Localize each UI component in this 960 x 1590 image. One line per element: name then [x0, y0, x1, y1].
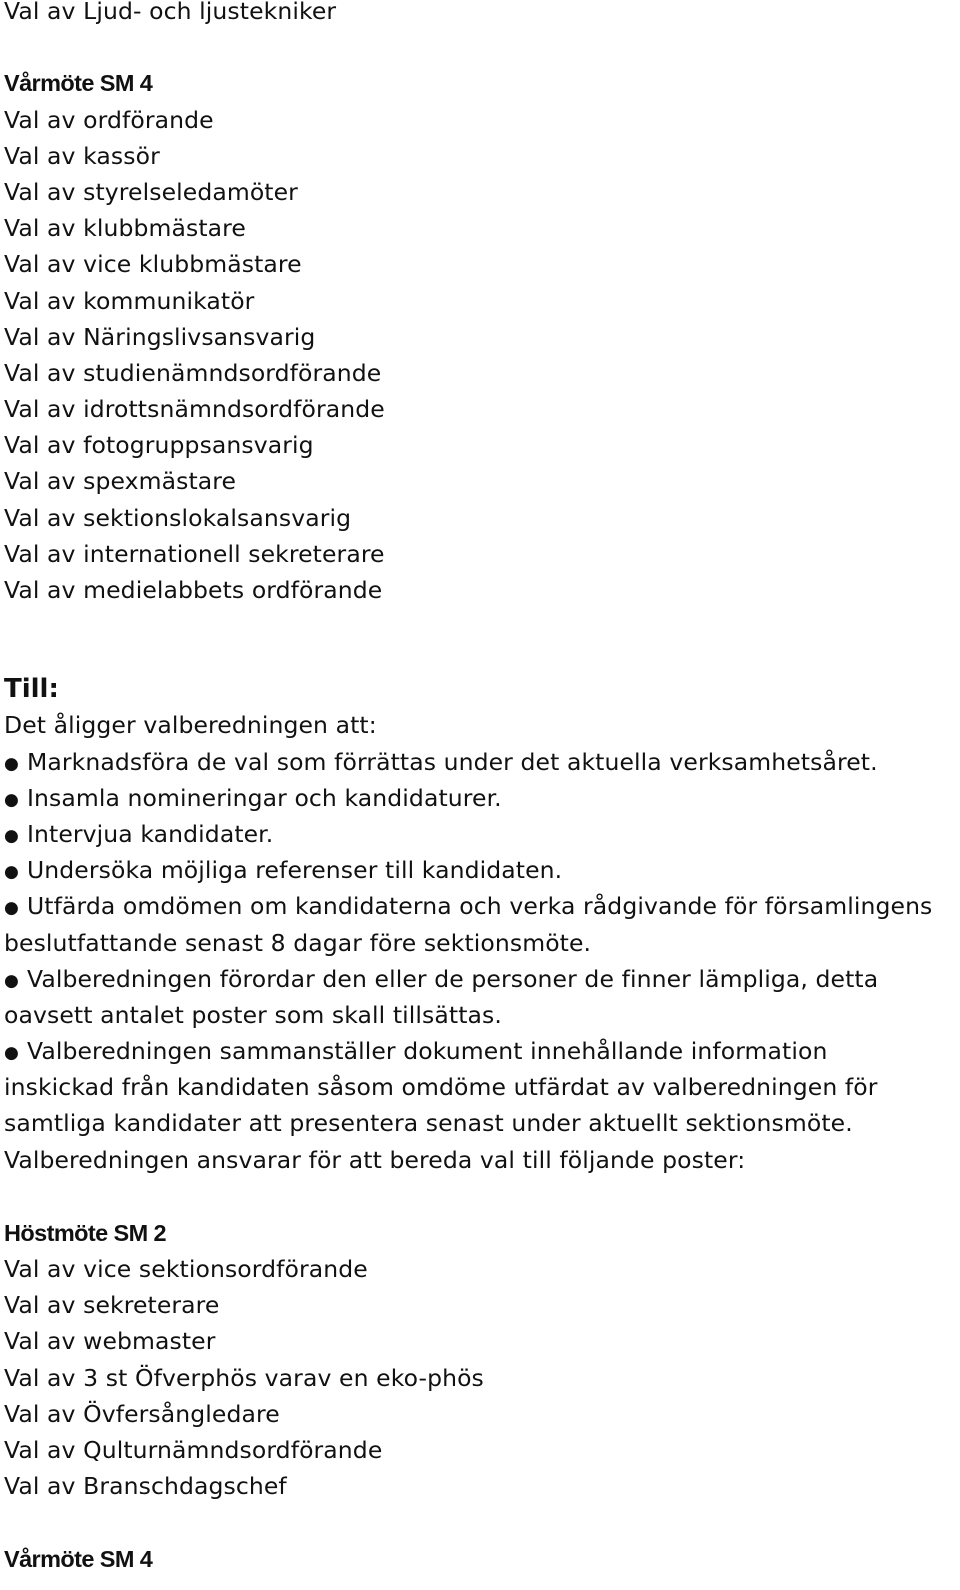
- list-item: Val av Qulturnämndsordförande: [4, 1435, 383, 1464]
- list-item: Val av styrelseledamöter: [4, 177, 298, 206]
- list-item: Val av studienämndsordförande: [4, 358, 382, 387]
- bullet-icon: ●: [4, 898, 19, 919]
- bullet-text: Undersöka möjliga referenser till kandidaten.: [27, 856, 563, 885]
- list-item: Val av medielabbets ordförande: [4, 576, 383, 604]
- bullet-item: [4, 888, 956, 924]
- bullet-item: [4, 852, 956, 888]
- bullet-text: Valberedningen förordar den eller de personer de finner lämpliga, detta: [27, 964, 879, 993]
- closing-text: Valberedningen ansvarar för att bereda val till följande poster:: [4, 1145, 746, 1174]
- bullet-icon: ●: [4, 862, 19, 883]
- list-item: Val av Branschdagschef: [4, 1472, 287, 1501]
- list-item: Val av internationell sekreterare: [4, 539, 385, 568]
- list-item: Val av Näringslivsansvarig: [4, 322, 316, 351]
- hostmote-list: [4, 1251, 956, 1504]
- bullet-icon: ●: [4, 753, 19, 774]
- section-heading-varmote-sm4: Vårmöte SM 4: [4, 70, 153, 97]
- list-item: Val av klubbmästare: [4, 214, 246, 243]
- list-item: Val av kassör: [4, 141, 160, 170]
- list-item: Val av kommunikatör: [4, 286, 255, 315]
- spacer: [4, 608, 956, 671]
- spacer: [4, 1504, 956, 1540]
- duties-list: [4, 744, 956, 1142]
- bullet-text: Marknadsföra de val som förrättas under det aktuella verksamhetsåret.: [27, 747, 878, 776]
- bullet-item: [4, 780, 956, 816]
- bullet-text: Intervjua kandidater.: [27, 819, 274, 848]
- list-item: Val av vice sektionsordförande: [4, 1255, 368, 1283]
- list-item: Val av idrottsnämndsordförande: [4, 395, 385, 424]
- list-item: Val av ordförande: [4, 105, 214, 134]
- list-item: Val av webmaster: [4, 1327, 216, 1356]
- bullet-icon: ●: [4, 970, 19, 991]
- list-item: Val av 3 st Öfverphös varav en eko-phös: [4, 1363, 484, 1392]
- list-item: Val av spexmästare: [4, 467, 237, 496]
- bullet-text: Valberedningen sammanställer dokument innehållande information: [27, 1037, 828, 1066]
- bullet-item: [4, 961, 956, 997]
- list-item: Val av fotogruppsansvarig: [4, 431, 314, 460]
- bullet-icon: ●: [4, 789, 19, 810]
- document-page: [4, 0, 956, 1577]
- list-item: Val av vice klubbmästare: [4, 250, 302, 279]
- bullet-icon: ●: [4, 825, 19, 846]
- bullet-continuation: oavsett antalet poster som skall tillsättas.: [4, 1000, 502, 1029]
- bullet-continuation: beslutfattande senast 8 dagar före sektionsmöte.: [4, 928, 592, 957]
- list-item: Val av sektionslokalsansvarig: [4, 503, 352, 532]
- bullet-icon: ●: [4, 1043, 19, 1064]
- section-heading-till: Till:: [4, 674, 59, 705]
- spacer: [4, 1178, 956, 1215]
- varmote-list: [4, 102, 956, 609]
- intro-text: Det åligger valberedningen att:: [4, 711, 377, 740]
- section-heading-hostmote-sm2: Höstmöte SM 2: [4, 1219, 166, 1246]
- bullet-text: Insamla nomineringar och kandidaturer.: [27, 783, 502, 812]
- top-list-item: Val av Ljud- och ljustekniker: [4, 0, 337, 25]
- bullet-continuation: samtliga kandidater att presentera senast under aktuellt sektionsmöte.: [4, 1109, 853, 1138]
- bullet-item: [4, 1033, 956, 1069]
- list-item: Val av Övfersångledare: [4, 1399, 280, 1428]
- bullet-item: [4, 816, 956, 852]
- list-item: Val av sekreterare: [4, 1291, 220, 1320]
- bullet-text: Utfärda omdömen om kandidaterna och verka rådgivande för församlingens: [27, 892, 933, 921]
- section-heading-varmote-sm4-second: Vårmöte SM 4: [4, 1545, 153, 1572]
- bullet-continuation: inskickad från kandidaten såsom omdöme utfärdat av valberedningen för: [4, 1073, 878, 1102]
- bullet-item: [4, 744, 956, 780]
- spacer: [4, 29, 956, 65]
